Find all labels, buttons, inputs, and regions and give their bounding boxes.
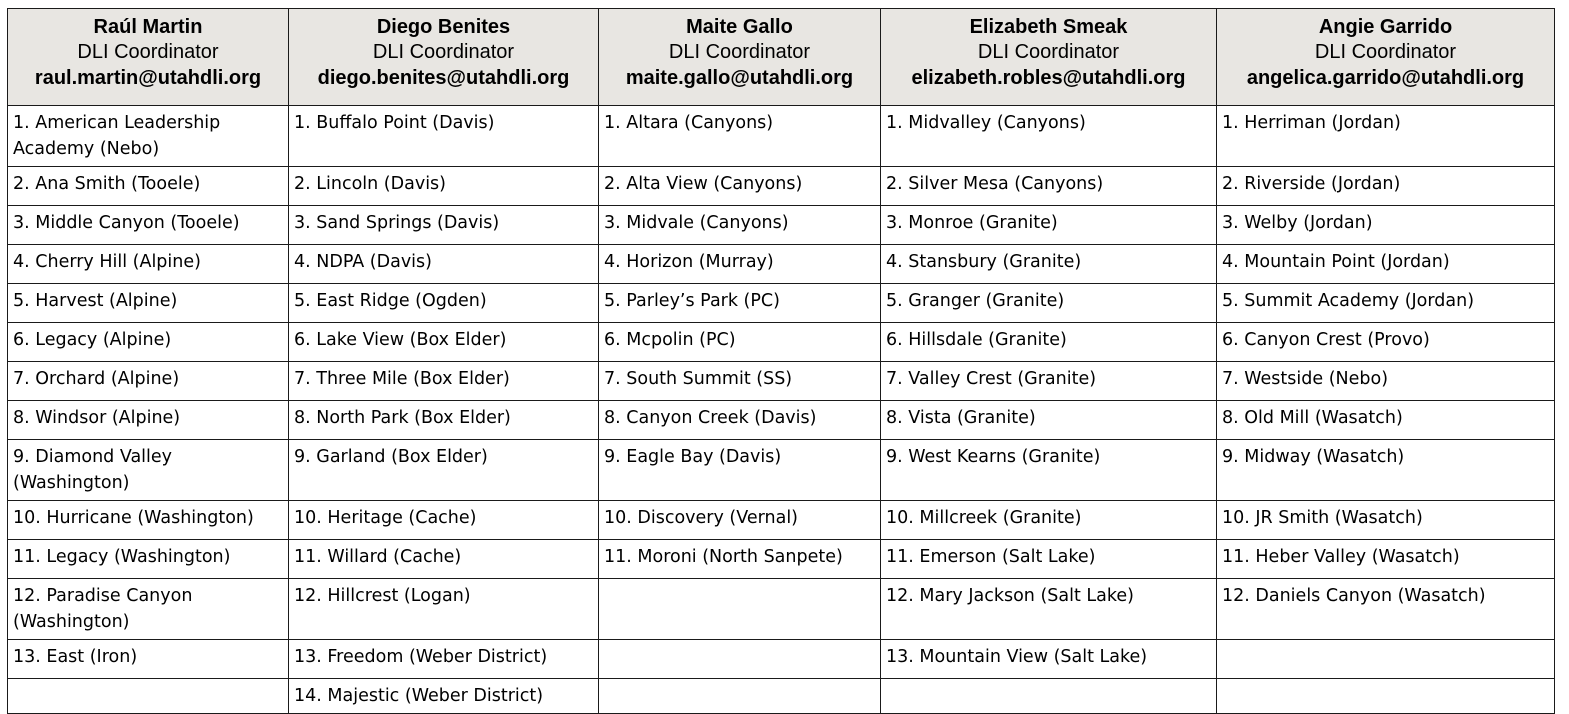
table-row (8, 362, 1555, 401)
school-cell: 4. Stansbury (Granite) (881, 245, 1217, 284)
school-cell: 10. Millcreek (Granite) (881, 501, 1217, 540)
school-cell: 11. Emerson (Salt Lake) (881, 540, 1217, 579)
school-cell: 2. Alta View (Canyons) (599, 167, 881, 206)
school-cell: 7. South Summit (SS) (599, 362, 881, 401)
header-row (8, 9, 1555, 106)
school-cell: 5. Granger (Granite) (881, 284, 1217, 323)
coordinator-email: raul.martin@utahdli.org (34, 67, 262, 89)
school-cell: 4. NDPA (Davis) (289, 245, 599, 284)
table-row (8, 679, 1555, 714)
coordinator-role: DLI Coordinator (77, 41, 219, 63)
school-cell: 3. Welby (Jordan) (1217, 206, 1555, 245)
school-cell: 10. Hurricane (Washington) (8, 501, 289, 540)
school-cell: 11. Heber Valley (Wasatch) (1217, 540, 1555, 579)
school-cell: 11. Willard (Cache) (289, 540, 599, 579)
school-cell (1217, 679, 1555, 714)
coordinator-email: angelica.garrido@utahdli.org (1246, 67, 1525, 89)
table-row (8, 579, 1555, 640)
school-cell: 2. Ana Smith (Tooele) (8, 167, 289, 206)
school-cell: 8. Windsor (Alpine) (8, 401, 289, 440)
school-cell: 13. East (Iron) (8, 640, 289, 679)
school-cell: 3. Sand Springs (Davis) (289, 206, 599, 245)
school-cell (881, 679, 1217, 714)
school-cell (8, 679, 289, 714)
school-cell: 1. Midvalley (Canyons) (881, 106, 1217, 167)
school-cell: 11. Legacy (Washington) (8, 540, 289, 579)
school-cell: 12. Paradise Canyon (Washington) (8, 579, 289, 640)
school-cell: 1. American Leadership Academy (Nebo) (8, 106, 289, 167)
school-cell: 8. Old Mill (Wasatch) (1217, 401, 1555, 440)
school-cell: 6. Canyon Crest (Provo) (1217, 323, 1555, 362)
school-cell: 10. Discovery (Vernal) (599, 501, 881, 540)
school-cell: 3. Midvale (Canyons) (599, 206, 881, 245)
school-cell: 2. Lincoln (Davis) (289, 167, 599, 206)
school-cell: 6. Legacy (Alpine) (8, 323, 289, 362)
table-row (8, 245, 1555, 284)
table-row (8, 167, 1555, 206)
table-row (8, 401, 1555, 440)
coordinator-name: Elizabeth Smeak (969, 16, 1128, 38)
coordinator-role: DLI Coordinator (1314, 41, 1457, 63)
school-cell: 10. Heritage (Cache) (289, 501, 599, 540)
school-cell (599, 579, 881, 640)
school-cell: 11. Moroni (North Sanpete) (599, 540, 881, 579)
school-cell: 9. Diamond Valley (Washington) (8, 440, 289, 501)
school-cell: 8. Canyon Creek (Davis) (599, 401, 881, 440)
schools-table-wrapper (7, 8, 1555, 714)
school-cell: 6. Lake View (Box Elder) (289, 323, 599, 362)
coordinator-name: Angie Garrido (1318, 16, 1453, 38)
table-row (8, 640, 1555, 679)
school-cell: 3. Monroe (Granite) (881, 206, 1217, 245)
school-cell: 14. Majestic (Weber District) (289, 679, 599, 714)
school-cell: 2. Riverside (Jordan) (1217, 167, 1555, 206)
table-row (8, 106, 1555, 167)
school-cell: 5. Summit Academy (Jordan) (1217, 284, 1555, 323)
coordinator-email: elizabeth.robles@utahdli.org (911, 67, 1186, 89)
school-cell: 9. Eagle Bay (Davis) (599, 440, 881, 501)
school-cell: 7. Orchard (Alpine) (8, 362, 289, 401)
coordinator-header (1217, 9, 1555, 106)
table-row (8, 284, 1555, 323)
school-cell: 12. Mary Jackson (Salt Lake) (881, 579, 1217, 640)
school-cell: 7. Westside (Nebo) (1217, 362, 1555, 401)
table-row (8, 206, 1555, 245)
school-cell: 7. Three Mile (Box Elder) (289, 362, 599, 401)
school-cell: 9. West Kearns (Granite) (881, 440, 1217, 501)
coordinator-email: maite.gallo@utahdli.org (625, 67, 854, 89)
table-row (8, 540, 1555, 579)
coordinator-name: Raúl Martin (93, 16, 203, 38)
school-cell (1217, 640, 1555, 679)
school-cell: 7. Valley Crest (Granite) (881, 362, 1217, 401)
coordinator-role: DLI Coordinator (372, 41, 515, 63)
school-cell: 1. Altara (Canyons) (599, 106, 881, 167)
coordinator-name: Maite Gallo (686, 16, 793, 38)
school-cell: 12. Daniels Canyon (Wasatch) (1217, 579, 1555, 640)
table-row (8, 501, 1555, 540)
school-cell: 4. Cherry Hill (Alpine) (8, 245, 289, 284)
school-cell: 10. JR Smith (Wasatch) (1217, 501, 1555, 540)
school-cell: 4. Horizon (Murray) (599, 245, 881, 284)
school-cell (599, 679, 881, 714)
school-cell: 8. Vista (Granite) (881, 401, 1217, 440)
coordinator-header (8, 9, 289, 106)
school-cell: 5. East Ridge (Ogden) (289, 284, 599, 323)
school-cell: 13. Freedom (Weber District) (289, 640, 599, 679)
coordinator-role: DLI Coordinator (977, 41, 1120, 63)
school-cell: 2. Silver Mesa (Canyons) (881, 167, 1217, 206)
coordinator-role: DLI Coordinator (668, 41, 811, 63)
coordinator-name: Diego Benites (376, 16, 511, 38)
school-cell: 6. Hillsdale (Granite) (881, 323, 1217, 362)
table-row (8, 323, 1555, 362)
coordinator-header (289, 9, 599, 106)
school-cell: 5. Harvest (Alpine) (8, 284, 289, 323)
school-cell: 9. Midway (Wasatch) (1217, 440, 1555, 501)
coordinator-email: diego.benites@utahdli.org (317, 67, 570, 89)
coordinator-schools-table (7, 8, 1555, 714)
table-row (8, 440, 1555, 501)
school-cell: 8. North Park (Box Elder) (289, 401, 599, 440)
school-cell: 1. Buffalo Point (Davis) (289, 106, 599, 167)
school-cell: 9. Garland (Box Elder) (289, 440, 599, 501)
school-cell: 4. Mountain Point (Jordan) (1217, 245, 1555, 284)
school-cell: 13. Mountain View (Salt Lake) (881, 640, 1217, 679)
school-cell (599, 640, 881, 679)
school-cell: 12. Hillcrest (Logan) (289, 579, 599, 640)
school-cell: 6. Mcpolin (PC) (599, 323, 881, 362)
coordinator-header (881, 9, 1217, 106)
school-cell: 1. Herriman (Jordan) (1217, 106, 1555, 167)
coordinator-header (599, 9, 881, 106)
school-cell: 5. Parley’s Park (PC) (599, 284, 881, 323)
school-cell: 3. Middle Canyon (Tooele) (8, 206, 289, 245)
